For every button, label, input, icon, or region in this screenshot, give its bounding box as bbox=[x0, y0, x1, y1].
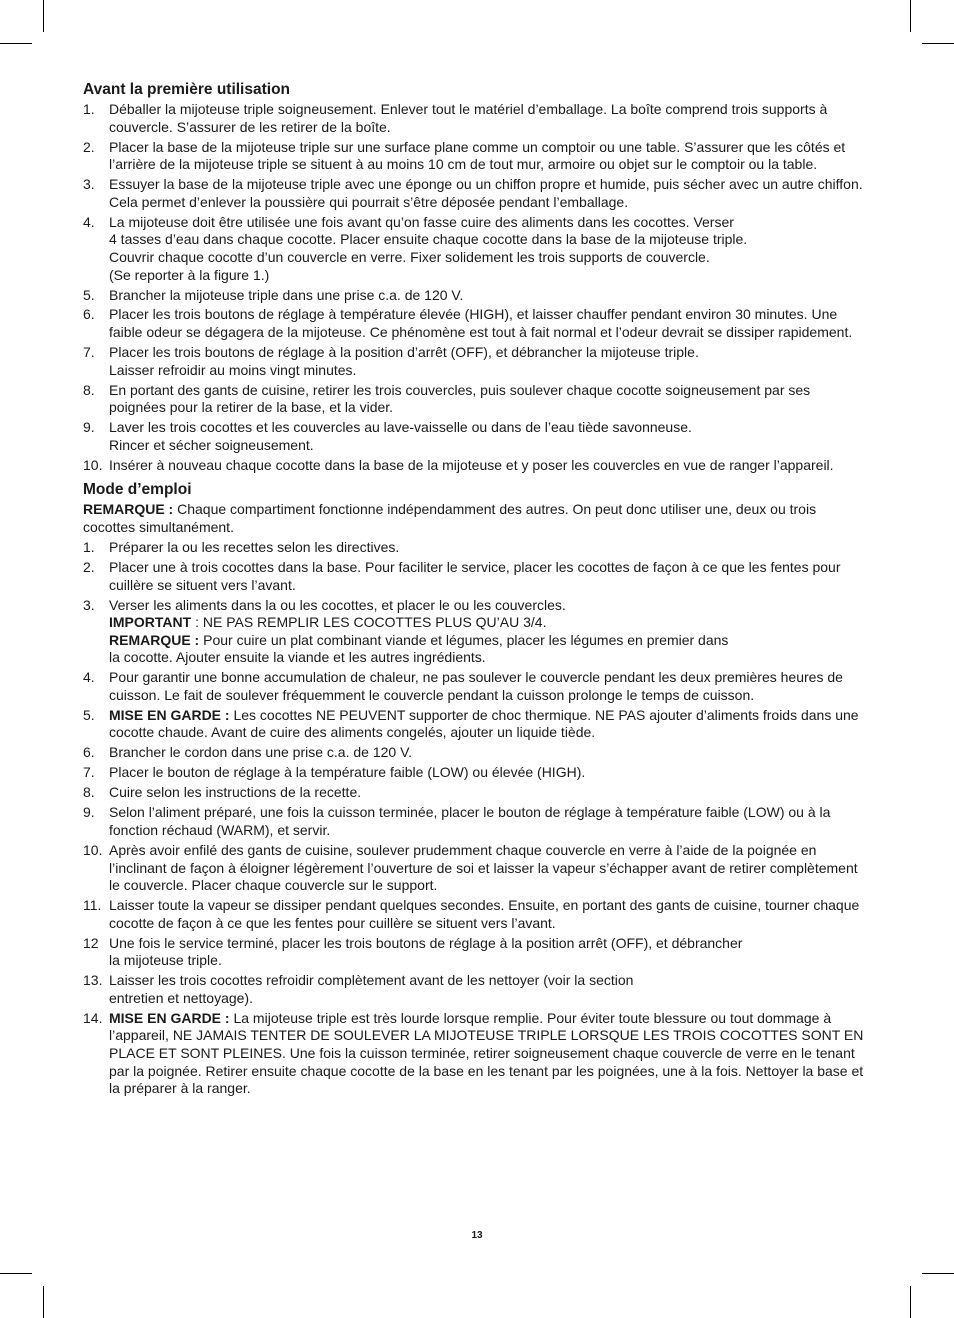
item-number: 13. bbox=[83, 972, 103, 989]
item-number: 3. bbox=[83, 596, 95, 613]
item-text: Selon l’aliment préparé, une fois la cuisson terminée, placer le bouton de réglage à température faible (LOW) ou à la fonction réchaud (WARM), et servir. bbox=[109, 804, 831, 838]
item-line bbox=[109, 744, 869, 762]
list-item bbox=[83, 176, 869, 211]
item-number: 4. bbox=[83, 669, 95, 686]
item-text: Placer les trois boutons de réglage à température élevée (HIGH), et laisser chauffer pendant environ 30 minutes. Une faible odeur se dégagera de la mijoteuse. Ce phénomène est tout à fait normal et l’odeur devrait se dissiper rapidement. bbox=[109, 306, 853, 341]
list-item bbox=[83, 744, 869, 762]
item-line bbox=[109, 632, 869, 650]
item-number: 2. bbox=[83, 138, 95, 155]
item-number: 5. bbox=[83, 286, 95, 303]
item-label: REMARQUE : bbox=[109, 631, 200, 648]
list-item bbox=[83, 457, 869, 475]
list-item bbox=[83, 597, 869, 667]
item-number: 7. bbox=[83, 764, 95, 781]
item-line bbox=[109, 539, 869, 557]
item-text: Placer une à trois cocottes dans la base. Pour faciliter le service, placer les cocottes de façon à ce que les fentes pour cuillère se situent vers l’avant. bbox=[109, 558, 841, 593]
item-number: 7. bbox=[83, 344, 95, 361]
item-text: Une fois le service terminé, placer les trois boutons de réglage à la position arrêt (OFF), et débrancher bbox=[109, 934, 743, 951]
list-item bbox=[83, 382, 869, 417]
item-number: 5. bbox=[83, 706, 95, 723]
list-item bbox=[83, 214, 869, 284]
item-text: Placer les trois boutons de réglage à la position d’arrêt (OFF), et débrancher la mijoteuse triple. bbox=[109, 344, 699, 361]
item-text: Rincer et sécher soigneusement. bbox=[109, 436, 314, 453]
item-label: MISE EN GARDE : bbox=[109, 1009, 230, 1026]
item-line bbox=[109, 952, 869, 970]
item-number: 6. bbox=[83, 306, 95, 323]
item-number: 10. bbox=[83, 841, 103, 858]
note-label: REMARQUE : bbox=[83, 501, 174, 518]
list-item bbox=[83, 842, 869, 895]
instructions-list bbox=[83, 539, 869, 1098]
section-title-before-first-use: Avant la première utilisation bbox=[83, 81, 291, 98]
list-item bbox=[83, 897, 869, 932]
item-number: 1. bbox=[83, 101, 95, 117]
item-label: IMPORTANT bbox=[109, 614, 192, 631]
item-text: (Se reporter à la figure 1.) bbox=[109, 266, 270, 283]
list-item bbox=[83, 559, 869, 594]
item-line bbox=[109, 597, 869, 615]
crop-mark bbox=[922, 43, 954, 44]
before-first-use-list bbox=[83, 101, 869, 474]
crop-mark bbox=[910, 1286, 911, 1318]
crop-mark bbox=[922, 1273, 954, 1274]
list-item bbox=[83, 1010, 869, 1098]
item-number: 3. bbox=[83, 176, 95, 193]
item-line bbox=[109, 707, 869, 742]
item-text: Pour garantir une bonne accumulation de chaleur, ne pas soulever le couvercle pendant les deux premières heures de cuisson. Le fait de soulever fréquemment le couvercle pendant la cuisson prolonge le temps de cuisson. bbox=[109, 669, 843, 703]
item-text: Couvrir chaque cocotte d’un couvercle en verre. Fixer solidement les trois supports de couvercle. bbox=[109, 248, 710, 265]
list-item bbox=[83, 539, 869, 557]
list-item bbox=[83, 101, 869, 136]
item-text: Pour cuire un plat combinant viande et légumes, placer les légumes en premier dans bbox=[199, 631, 729, 648]
item-text: Placer le bouton de réglage à la température faible (LOW) ou élevée (HIGH). bbox=[109, 764, 586, 781]
list-item bbox=[83, 972, 869, 1007]
item-text: En portant des gants de cuisine, retirer les trois couvercles, puis soulever chaque cocotte soigneusement par ses poignées pour la retirer de la base, et la vider. bbox=[109, 381, 811, 416]
item-number: 11. bbox=[83, 897, 102, 914]
item-number: 12 bbox=[83, 934, 99, 951]
section-title-instructions: Mode d’emploi bbox=[83, 481, 192, 499]
item-text: la mijoteuse triple. bbox=[109, 952, 222, 969]
item-text: la cocotte. Ajouter ensuite la viande et les autres ingrédients. bbox=[109, 649, 486, 666]
list-item bbox=[83, 306, 869, 341]
item-line bbox=[109, 559, 869, 594]
item-number: 9. bbox=[83, 419, 95, 436]
crop-mark bbox=[43, 1286, 44, 1318]
item-text: Laver les trois cocottes et les couvercles au lave-vaisselle ou dans de l’eau tiède savonneuse. bbox=[109, 419, 692, 436]
list-item bbox=[83, 764, 869, 782]
item-text: Les cocottes NE PEUVENT supporter de choc thermique. NE PAS ajouter d’aliments froids dans une cocotte chaude. Avant de cuire des aliments congelés, ajouter un liquide tiède. bbox=[109, 706, 859, 741]
item-text: Déballer la mijoteuse triple soigneusement. Enlever tout le matériel d’emballage. La boîte comprend trois supports à couvercle. S’assurer de les retirer de la boîte. bbox=[109, 101, 828, 135]
item-line bbox=[109, 669, 869, 704]
item-line bbox=[109, 614, 869, 632]
list-item bbox=[83, 935, 869, 970]
item-line bbox=[109, 804, 869, 839]
item-number: 6. bbox=[83, 744, 95, 761]
item-line bbox=[109, 897, 869, 932]
list-item bbox=[83, 804, 869, 839]
item-text: Laisser les trois cocottes refroidir complètement avant de les nettoyer (voir la section bbox=[109, 972, 634, 989]
item-text: Laisser toute la vapeur se dissiper pendant quelques secondes. Ensuite, en portant des gants de cuisine, tourner chaque cocotte de façon à ce que les fentes pour cuillère se situent vers l’avant. bbox=[109, 897, 860, 931]
list-item bbox=[83, 784, 869, 802]
item-text: Laisser refroidir au moins vingt minutes. bbox=[109, 361, 357, 378]
list-item bbox=[83, 419, 869, 454]
crop-mark bbox=[43, 0, 44, 32]
page-number: 13 bbox=[471, 1230, 483, 1241]
item-line bbox=[109, 784, 869, 802]
note-paragraph bbox=[83, 501, 869, 536]
item-text: Essuyer la base de la mijoteuse triple avec une éponge ou un chiffon propre et humide, puis sécher avec un autre chiffon. Cela permet d’enlever la poussière qui pourrait s’être déposée pendant l’emballage. bbox=[109, 176, 863, 210]
item-text: La mijoteuse doit être utilisée une fois avant qu’on fasse cuire des aliments dans les cocottes. Verser bbox=[109, 213, 734, 230]
item-text: Après avoir enfilé des gants de cuisine, soulever prudemment chaque couvercle en verre à l’aide de la poignée en l’inclinant de façon à éloigner légèrement l’ouverture de soi et laisser la vapeur s’échapper avant de retirer complètement le couvercle. Placer chaque couvercle sur le support. bbox=[109, 841, 858, 894]
item-text: Préparer la ou les recettes selon les directives. bbox=[109, 538, 400, 555]
item-line bbox=[109, 935, 869, 953]
item-text: Placer la base de la mijoteuse triple sur une surface plane comme un comptoir ou une table. S’assurer que les côtés et l’arrière de la mijoteuse triple se situent à au moins 10 cm de tout mur, armoire ou objet sur le comptoir ou la table. bbox=[109, 138, 846, 173]
item-text: : NE PAS REMPLIR LES COCOTTES PLUS QU’AU 3/4. bbox=[191, 614, 547, 631]
list-item bbox=[83, 139, 869, 174]
item-text: Brancher la mijoteuse triple dans une prise c.a. de 120 V. bbox=[109, 286, 464, 303]
item-line bbox=[109, 1010, 869, 1098]
list-item bbox=[83, 287, 869, 305]
item-text: Insérer à nouveau chaque cocotte dans la base de la mijoteuse et y poser les couvercles en vue de ranger l’appareil. bbox=[109, 456, 834, 473]
item-number: 8. bbox=[83, 381, 95, 398]
list-item bbox=[83, 344, 869, 379]
item-number: 1. bbox=[83, 538, 95, 555]
item-text: 4 tasses d’eau dans chaque cocotte. Placer ensuite chaque cocotte dans la base de la mijoteuse triple. bbox=[109, 231, 748, 248]
item-line bbox=[109, 990, 869, 1008]
crop-mark bbox=[910, 0, 911, 32]
list-item bbox=[83, 707, 869, 742]
crop-mark bbox=[0, 43, 32, 44]
item-number: 14. bbox=[83, 1009, 103, 1026]
item-number: 4. bbox=[83, 213, 95, 230]
list-item bbox=[83, 669, 869, 704]
item-text: La mijoteuse triple est très lourde lorsque remplie. Pour éviter toute blessure ou tout dommage à l’appareil, NE JAMAIS TENTER DE SOULEVER LA MIJOTEUSE TRIPLE LORSQUE LES TROIS COCOTTES SONT EN PLACE ET SONT PLEINES. Une fois la cuisson terminée, retirer soigneusement chaque couvercle de verre en le tenant par la poignée. Retirer ensuite chaque cocotte de la base en les tenant par les poignées, une à la fois. Nettoyer la base et la préparer à la ranger. bbox=[109, 1009, 864, 1097]
item-text: Cuire selon les instructions de la recette. bbox=[109, 784, 362, 801]
item-text: Brancher le cordon dans une prise c.a. de 120 V. bbox=[109, 744, 413, 761]
item-label: MISE EN GARDE : bbox=[109, 706, 230, 723]
crop-mark bbox=[0, 1273, 32, 1274]
document-body bbox=[83, 80, 869, 1100]
item-number: 8. bbox=[83, 784, 95, 801]
note-text: Chaque compartiment fonctionne indépendamment des autres. On peut donc utiliser une, deux ou trois cocottes simultanément. bbox=[83, 501, 817, 535]
item-text: entretien et nettoyage). bbox=[109, 989, 253, 1006]
item-line bbox=[109, 972, 869, 990]
item-line bbox=[109, 842, 869, 895]
item-text: Verser les aliments dans la ou les cocottes, et placer le ou les couvercles. bbox=[109, 596, 566, 613]
item-line bbox=[109, 649, 869, 667]
item-number: 2. bbox=[83, 558, 95, 575]
item-number: 10. bbox=[83, 456, 103, 473]
item-number: 9. bbox=[83, 804, 95, 821]
item-line bbox=[109, 764, 869, 782]
